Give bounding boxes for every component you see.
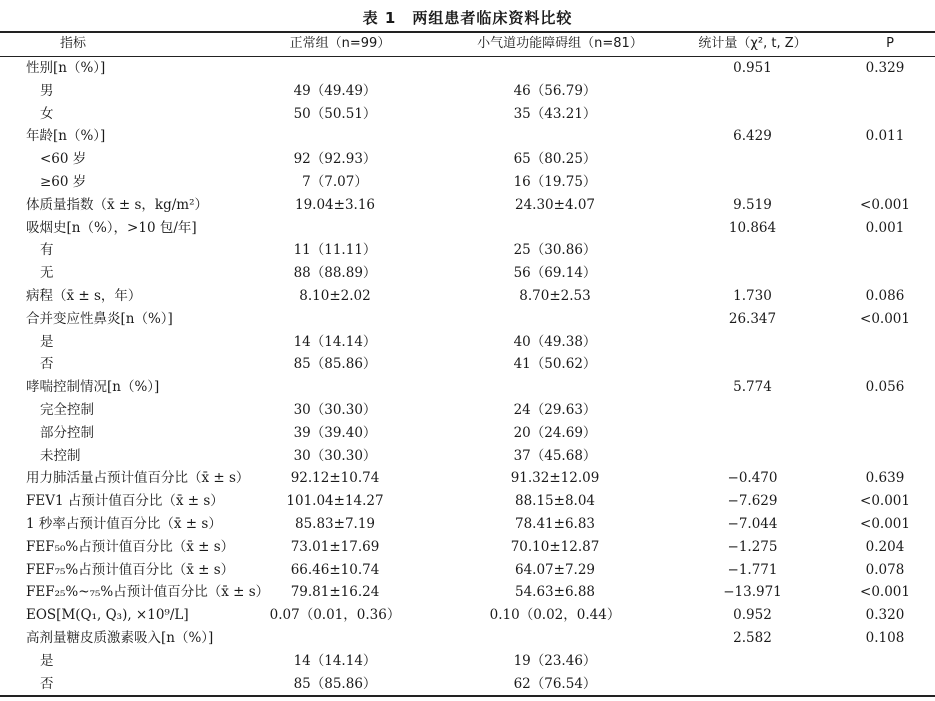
table-row bbox=[0, 171, 935, 194]
sad-group-value: 70.10±12.87 bbox=[510, 538, 600, 555]
sad-group-value: 65（80.25） bbox=[513, 151, 597, 168]
sad-group-value: 8.70±2.53 bbox=[519, 288, 591, 304]
sad-group-value: 41（50.62） bbox=[513, 356, 597, 373]
statistic-value: −0.470 bbox=[727, 470, 778, 487]
p-value: 0.108 bbox=[865, 630, 905, 646]
row-label: FEV1 占预计值百分比（x̄ ± s） bbox=[26, 493, 224, 510]
row-label: 男 bbox=[40, 82, 54, 99]
table-row bbox=[0, 103, 935, 126]
normal-group-value: 14（14.14） bbox=[293, 652, 377, 669]
normal-group-value: 85（85.86） bbox=[293, 356, 377, 373]
sad-group-value: 64.07±7.29 bbox=[514, 561, 596, 578]
row-label: 年龄[n（%）] bbox=[26, 128, 106, 145]
p-value: <0.001 bbox=[860, 516, 910, 532]
header-normal-group: 正常组（n=99） bbox=[289, 36, 391, 51]
table-row bbox=[0, 148, 935, 171]
header-statistic: 统计量（χ², t, Z） bbox=[698, 36, 807, 51]
row-label: <60 岁 bbox=[40, 151, 87, 168]
table-row bbox=[0, 239, 935, 262]
table-row bbox=[0, 194, 935, 217]
row-label: FEF₇₅%占预计值百分比（x̄ ± s） bbox=[26, 561, 235, 578]
sad-group-value: 88.15±8.04 bbox=[514, 493, 596, 510]
normal-group-value: 8.10±2.02 bbox=[299, 288, 371, 304]
normal-group-value: 14（14.14） bbox=[293, 333, 377, 350]
sad-group-value: 35（43.21） bbox=[513, 105, 597, 122]
table-row bbox=[0, 331, 935, 354]
row-label: FEF₂₅%~₇₅%占预计值百分比（x̄ ± s） bbox=[26, 584, 270, 601]
sad-group-value: 37（45.68） bbox=[513, 447, 597, 464]
table-row bbox=[0, 376, 935, 399]
normal-group-value: 7（7.07） bbox=[302, 174, 368, 190]
row-label: 无 bbox=[40, 265, 54, 282]
table-row bbox=[0, 581, 935, 604]
row-label: 高剂量糖皮质激素吸入[n（%）] bbox=[26, 630, 214, 646]
p-value: 0.320 bbox=[865, 607, 905, 624]
sad-group-value: 54.63±6.88 bbox=[514, 584, 596, 601]
p-value: 0.056 bbox=[865, 379, 905, 396]
statistic-value: 2.582 bbox=[733, 630, 772, 646]
sad-group-value: 56（69.14） bbox=[513, 265, 597, 282]
normal-group-value: 79.81±16.24 bbox=[290, 584, 380, 601]
row-label: 是 bbox=[40, 652, 54, 669]
row-label: 哮喘控制情况[n（%）] bbox=[26, 379, 160, 396]
row-label: 吸烟史[n（%），>10 包/年] bbox=[26, 219, 197, 236]
sad-group-value: 46（56.79） bbox=[513, 82, 597, 99]
p-value: <0.001 bbox=[860, 493, 910, 510]
row-label: 女 bbox=[40, 105, 54, 122]
sad-group-value: 20（24.69） bbox=[513, 424, 597, 441]
header-indicator: 指标 bbox=[60, 36, 87, 51]
p-value: <0.001 bbox=[860, 310, 910, 327]
table-row bbox=[0, 262, 935, 285]
normal-group-value: 30（30.30） bbox=[293, 402, 377, 418]
table-row bbox=[0, 422, 935, 445]
row-label: 是 bbox=[40, 333, 54, 350]
table-row bbox=[0, 353, 935, 376]
row-label: 性别[n（%）] bbox=[26, 60, 106, 76]
table-row bbox=[0, 490, 935, 513]
sad-group-value: 91.32±12.09 bbox=[510, 470, 600, 487]
table-header bbox=[0, 33, 935, 56]
header-sad-group: 小气道功能障碍组（n=81） bbox=[477, 36, 643, 51]
row-label: 未控制 bbox=[40, 447, 81, 464]
row-label: 否 bbox=[40, 356, 54, 373]
normal-group-value: 73.01±17.69 bbox=[290, 538, 380, 555]
row-label: 部分控制 bbox=[40, 424, 94, 441]
row-label: 体质量指数（x̄ ± s，kg/m²） bbox=[26, 196, 209, 213]
statistic-value: 9.519 bbox=[733, 196, 772, 213]
p-value: <0.001 bbox=[860, 584, 910, 601]
p-value: <0.001 bbox=[860, 196, 910, 213]
sad-group-value: 24.30±4.07 bbox=[514, 196, 596, 213]
table-row bbox=[0, 627, 935, 650]
row-label: 有 bbox=[40, 242, 54, 259]
row-label: 合并变应性鼻炎[n（%）] bbox=[26, 310, 173, 327]
statistic-value: −7.044 bbox=[727, 516, 778, 532]
sad-group-value: 40（49.38） bbox=[513, 333, 597, 350]
row-label: EOS[M(Q₁, Q₃), ×10⁹/L] bbox=[26, 607, 189, 624]
statistic-value: −13.971 bbox=[723, 584, 782, 601]
statistic-value: −1.771 bbox=[727, 561, 778, 578]
p-value: 0.078 bbox=[865, 561, 905, 578]
table-row bbox=[0, 673, 935, 696]
p-value: 0.086 bbox=[865, 288, 905, 304]
normal-group-value: 66.46±10.74 bbox=[290, 561, 380, 578]
p-value: 0.639 bbox=[865, 470, 905, 487]
normal-group-value: 11（11.11） bbox=[293, 242, 377, 259]
p-value: 0.001 bbox=[865, 219, 905, 236]
sad-group-value: 25（30.86） bbox=[513, 242, 597, 259]
table-row bbox=[0, 125, 935, 148]
table-row bbox=[0, 308, 935, 331]
table-row bbox=[0, 445, 935, 468]
row-label: FEF₅₀%占预计值百分比（x̄ ± s） bbox=[26, 538, 235, 555]
table-row bbox=[0, 399, 935, 422]
row-label: 病程（x̄ ± s，年） bbox=[26, 288, 142, 304]
normal-group-value: 85（85.86） bbox=[293, 675, 377, 692]
normal-group-value: 49（49.49） bbox=[293, 82, 377, 99]
normal-group-value: 101.04±14.27 bbox=[286, 493, 384, 510]
normal-group-value: 88（88.89） bbox=[293, 265, 377, 282]
table-row bbox=[0, 57, 935, 80]
statistic-value: 1.730 bbox=[733, 288, 772, 304]
sad-group-value: 24（29.63） bbox=[513, 402, 597, 418]
sad-group-value: 19（23.46） bbox=[513, 652, 597, 669]
normal-group-value: 85.83±7.19 bbox=[294, 516, 376, 532]
sad-group-value: 62（76.54） bbox=[513, 675, 597, 692]
p-value: 0.011 bbox=[865, 128, 905, 145]
normal-group-value: 19.04±3.16 bbox=[294, 196, 376, 213]
statistic-value: −7.629 bbox=[727, 493, 778, 510]
table-title: 表 1 两组患者临床资料比较 bbox=[362, 9, 573, 27]
row-label: 用力肺活量占预计值百分比（x̄ ± s） bbox=[26, 470, 250, 487]
p-value: 0.329 bbox=[865, 60, 905, 76]
sad-group-value: 78.41±6.83 bbox=[514, 516, 596, 532]
p-value: 0.204 bbox=[865, 538, 905, 555]
statistic-value: 6.429 bbox=[733, 128, 772, 145]
normal-group-value: 92（92.93） bbox=[293, 151, 377, 168]
sad-group-value: 16（19.75） bbox=[513, 174, 597, 190]
table-row bbox=[0, 80, 935, 103]
normal-group-value: 92.12±10.74 bbox=[290, 470, 380, 487]
statistic-value: 5.774 bbox=[733, 379, 772, 396]
row-label: 否 bbox=[40, 675, 54, 692]
row-label: 完全控制 bbox=[40, 402, 94, 418]
normal-group-value: 0.07（0.01，0.36） bbox=[269, 607, 401, 624]
table-row bbox=[0, 285, 935, 308]
table-row bbox=[0, 467, 935, 490]
statistic-value: −1.275 bbox=[727, 538, 778, 555]
table-row bbox=[0, 559, 935, 582]
table-row bbox=[0, 604, 935, 627]
statistic-value: 0.951 bbox=[733, 60, 772, 76]
row-label: 1 秒率占预计值百分比（x̄ ± s） bbox=[26, 516, 222, 532]
statistic-value: 26.347 bbox=[728, 310, 777, 327]
bottom-rule bbox=[0, 695, 935, 697]
table-row bbox=[0, 536, 935, 559]
normal-group-value: 30（30.30） bbox=[293, 447, 377, 464]
sad-group-value: 0.10（0.02，0.44） bbox=[489, 607, 621, 624]
statistic-value: 10.864 bbox=[728, 219, 777, 236]
normal-group-value: 39（39.40） bbox=[293, 424, 377, 441]
table-row bbox=[0, 513, 935, 536]
header-p-value: P bbox=[886, 36, 894, 51]
normal-group-value: 50（50.51） bbox=[293, 105, 377, 122]
row-label: ≥60 岁 bbox=[40, 174, 87, 190]
table-row bbox=[0, 217, 935, 240]
statistic-value: 0.952 bbox=[733, 607, 772, 624]
table-row bbox=[0, 650, 935, 673]
